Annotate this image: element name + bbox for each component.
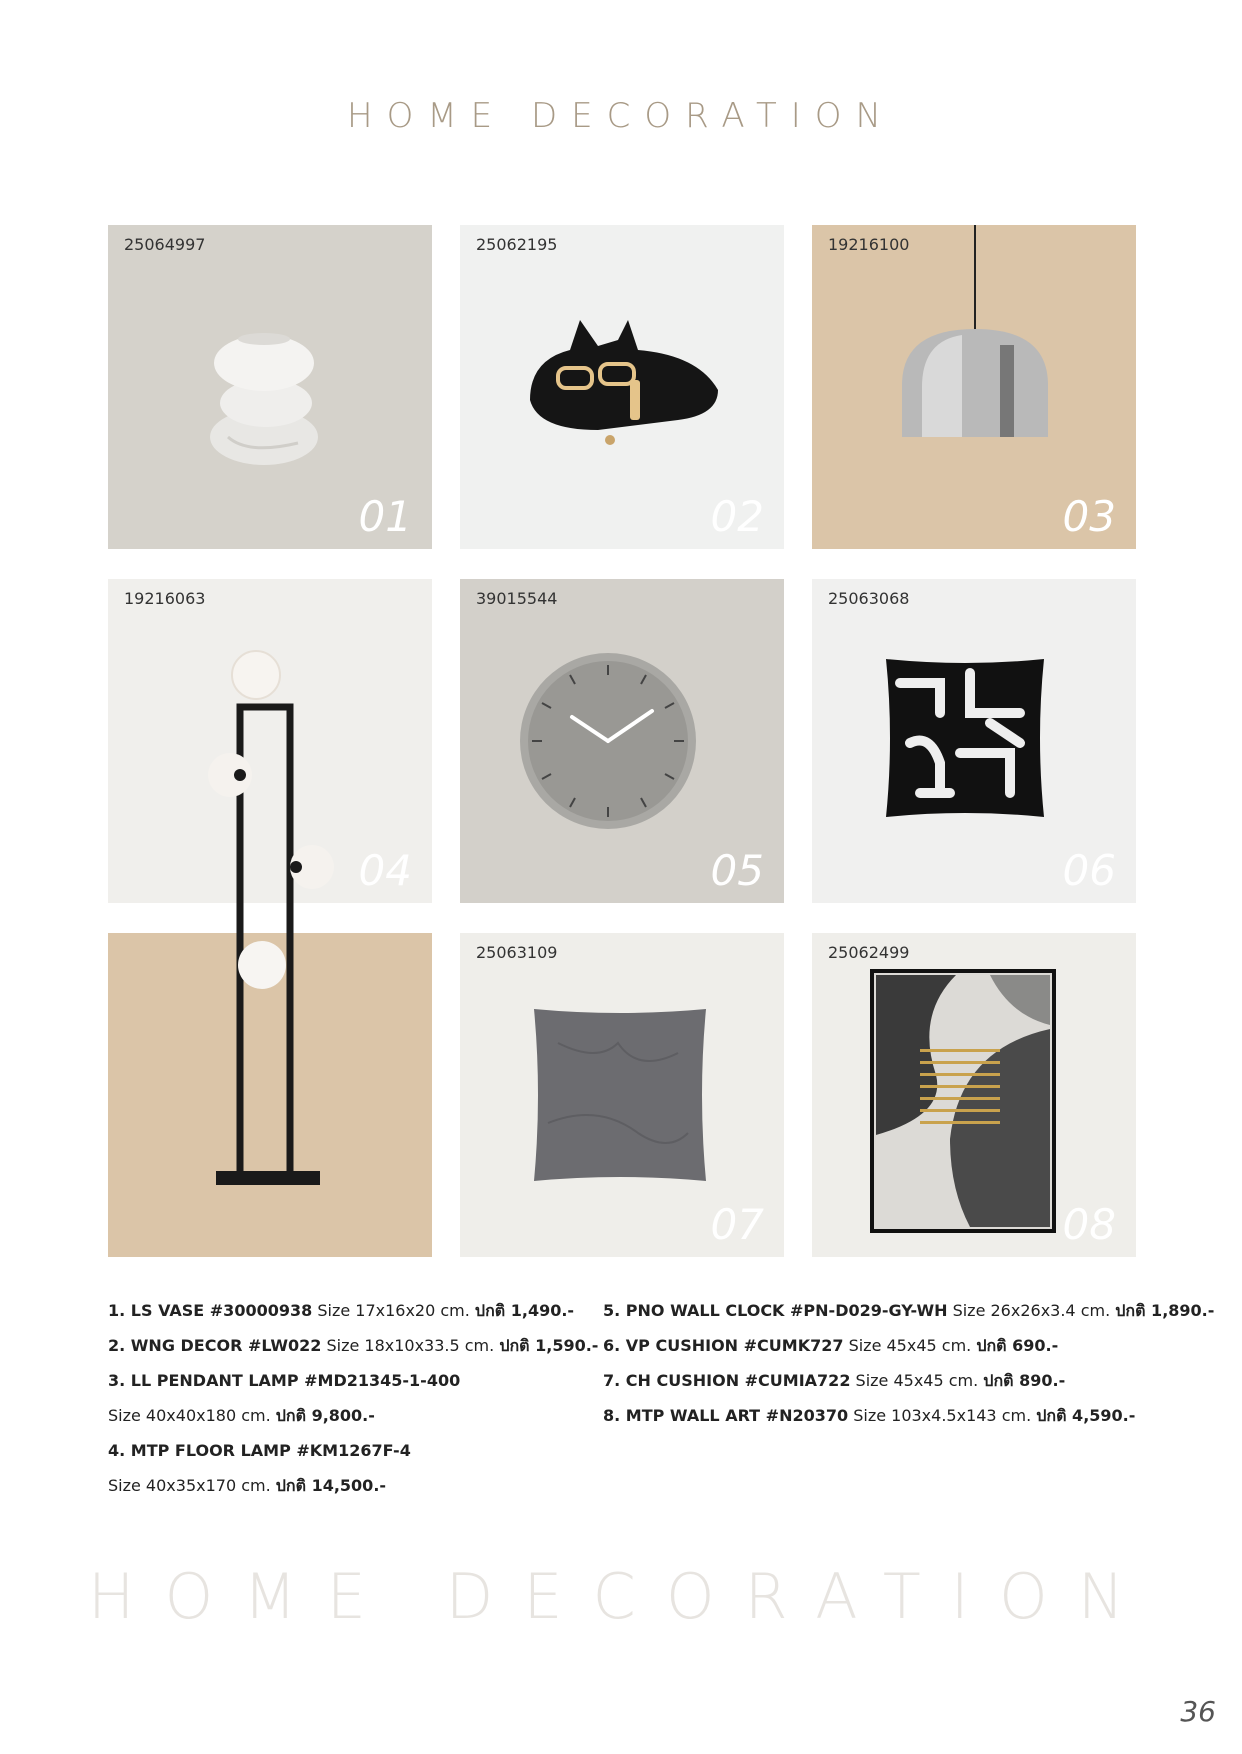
product-tile-02 xyxy=(460,225,784,549)
spec-name: 5. PNO WALL CLOCK #PN-D029-GY-WH xyxy=(603,1301,948,1320)
spec-size: Size 40x40x180 cm. xyxy=(108,1406,276,1425)
spec-line xyxy=(108,1363,598,1398)
spec-line xyxy=(603,1363,1214,1398)
spec-name: 2. WNG DECOR #LW022 xyxy=(108,1336,322,1355)
spec-size: Size 18x10x33.5 cm. xyxy=(321,1336,500,1355)
spec-line xyxy=(603,1328,1214,1363)
pendant-lamp-image xyxy=(882,225,1062,445)
sku-label: 25063109 xyxy=(476,943,558,962)
spec-name: 4. MTP FLOOR LAMP #KM1267F-4 xyxy=(108,1441,411,1460)
spec-name: 7. CH CUSHION #CUMIA722 xyxy=(603,1371,851,1390)
spec-name: 1. LS VASE #30000938 xyxy=(108,1301,313,1320)
sku-label: 25064997 xyxy=(124,235,206,254)
spec-price: ปกติ 690.- xyxy=(976,1336,1059,1355)
spec-name: 8. MTP WALL ART #N20370 xyxy=(603,1406,849,1425)
spec-price: ปกติ 4,590.- xyxy=(1036,1406,1136,1425)
product-tile-01 xyxy=(108,225,432,549)
spec-line xyxy=(108,1468,598,1503)
spec-size: Size 45x45 cm. xyxy=(843,1336,977,1355)
specs-right xyxy=(603,1293,1214,1433)
sku-label: 39015544 xyxy=(476,589,558,608)
page-number: 36 xyxy=(1180,1695,1216,1728)
spec-line xyxy=(603,1398,1214,1433)
item-number: 03 xyxy=(1062,492,1116,541)
sku-label: 25062195 xyxy=(476,235,558,254)
product-tile-05 xyxy=(460,579,784,903)
floor-lamp-image xyxy=(200,645,350,1205)
spec-size: Size 26x26x3.4 cm. xyxy=(947,1301,1116,1320)
product-tile-06 xyxy=(812,579,1136,903)
sku-label: 19216063 xyxy=(124,589,206,608)
spec-line xyxy=(108,1293,598,1328)
product-tile-08 xyxy=(812,933,1136,1257)
sku-label: 25062499 xyxy=(828,943,910,962)
dog-decor-image xyxy=(520,320,720,460)
wall-art-image xyxy=(870,969,1056,1233)
item-number: 07 xyxy=(710,1200,764,1249)
cushion-grey-image xyxy=(528,1003,712,1187)
spec-size: Size 17x16x20 cm. xyxy=(312,1301,475,1320)
footer-watermark: HOME DECORATION xyxy=(87,1560,1155,1633)
spec-price: ปกติ 14,500.- xyxy=(275,1476,387,1495)
spec-price: ปกติ 9,800.- xyxy=(275,1406,375,1425)
spec-size: Size 45x45 cm. xyxy=(850,1371,984,1390)
spec-line xyxy=(603,1293,1214,1328)
product-tile-07 xyxy=(460,933,784,1257)
wall-clock-image xyxy=(518,651,698,831)
spec-price: ปกติ 1,590.- xyxy=(499,1336,599,1355)
item-number: 04 xyxy=(358,846,412,895)
vase-image xyxy=(208,325,332,465)
page-title: HOME DECORATION xyxy=(347,96,895,136)
item-number: 02 xyxy=(710,492,764,541)
spec-name: 3. LL PENDANT LAMP #MD21345-1-400 xyxy=(108,1371,461,1390)
spec-price: ปกติ 890.- xyxy=(983,1371,1066,1390)
spec-size: Size 103x4.5x143 cm. xyxy=(848,1406,1037,1425)
spec-line xyxy=(108,1398,598,1433)
spec-price: ปกติ 1,490.- xyxy=(474,1301,575,1320)
item-number: 05 xyxy=(710,846,764,895)
specs-left xyxy=(108,1293,598,1503)
product-tile-03 xyxy=(812,225,1136,549)
spec-price: ปกติ 1,890.- xyxy=(1115,1301,1215,1320)
item-number: 06 xyxy=(1062,846,1116,895)
item-number: 08 xyxy=(1062,1200,1116,1249)
cushion-bw-image xyxy=(880,653,1050,823)
spec-size: Size 40x35x170 cm. xyxy=(108,1476,276,1495)
spec-name: 6. VP CUSHION #CUMK727 xyxy=(603,1336,844,1355)
sku-label: 19216100 xyxy=(828,235,910,254)
spec-line xyxy=(108,1328,598,1363)
spec-line xyxy=(108,1433,598,1468)
item-number: 01 xyxy=(358,492,412,541)
sku-label: 25063068 xyxy=(828,589,910,608)
